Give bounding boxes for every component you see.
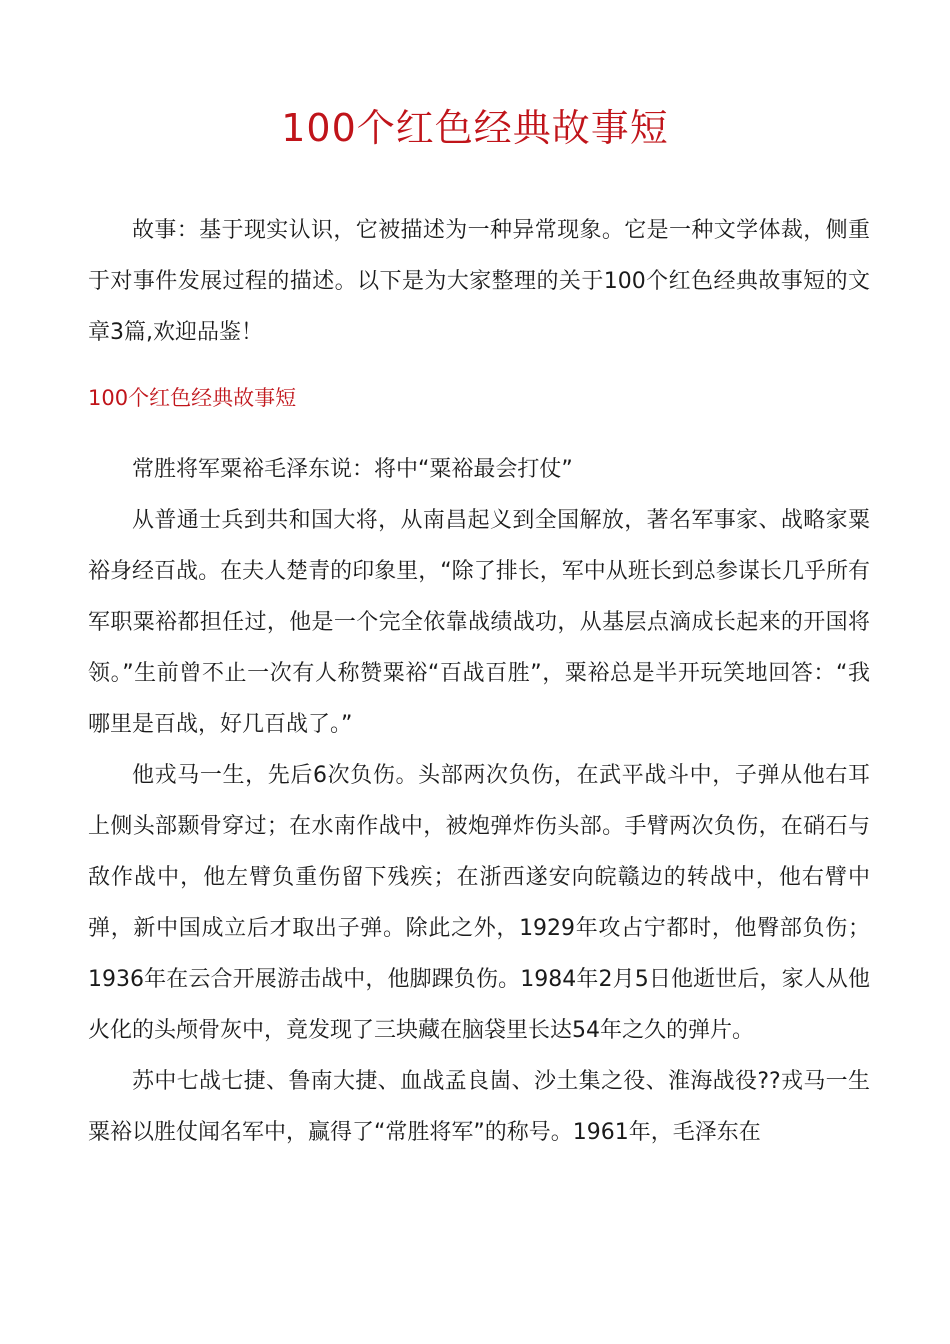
article-heading: 常胜将军粟裕毛泽东说：将中“粟裕最会打仗” xyxy=(132,457,573,482)
intro-paragraph: 故事：基于现实认识，它被描述为一种异常现象。它是一种文学体裁，侧重于对事件发展过程的描述。以下是为大家整理的关于100个红色经典故事短的文章3篇,欢迎品鉴！ xyxy=(88,218,870,345)
document-body xyxy=(88,205,870,1158)
section-title: 100个红色经典故事短 xyxy=(88,386,297,410)
body-paragraph-3: 苏中七战七捷、鲁南大捷、血战孟良崮、沙土集之役、淮海战役??戎马一生粟裕以胜仗闻名军中，赢得了“常胜将军”的称号。1961年，毛泽东在 xyxy=(88,1069,870,1145)
body-paragraph-1: 从普通士兵到共和国大将，从南昌起义到全国解放，著名军事家、战略家粟裕身经百战。在夫人楚青的印象里，“除了排长，军中从班长到总参谋长几乎所有军职粟裕都担任过，他是一个完全依靠战绩战功，从基层点滴成长起来的开国将领。”生前曾不止一次有人称赞粟裕“百战百胜”，粟裕总是半开玩笑地回答：“我哪里是百战，好几百战了。” xyxy=(88,508,870,737)
document-title: 100个红色经典故事短 xyxy=(281,106,669,150)
body-paragraph-2: 他戎马一生，先后6次负伤。头部两次负伤，在武平战斗中，子弹从他右耳上侧头部颞骨穿过；在水南作战中，被炮弹炸伤头部。手臂两次负伤，在硝石与敌作战中，他左臂负重伤留下残疾；在浙西遂安向皖赣边的转战中，他右臂中弹，新中国成立后才取出子弹。除此之外，1929年攻占宁都时，他臀部负伤；1936年在云合开展游击战中，他脚踝负伤。1984年2月5日他逝世后，家人从他火化的头颅骨灰中，竟发现了三块藏在脑袋里长达54年之久的弹片。 xyxy=(88,763,870,1043)
